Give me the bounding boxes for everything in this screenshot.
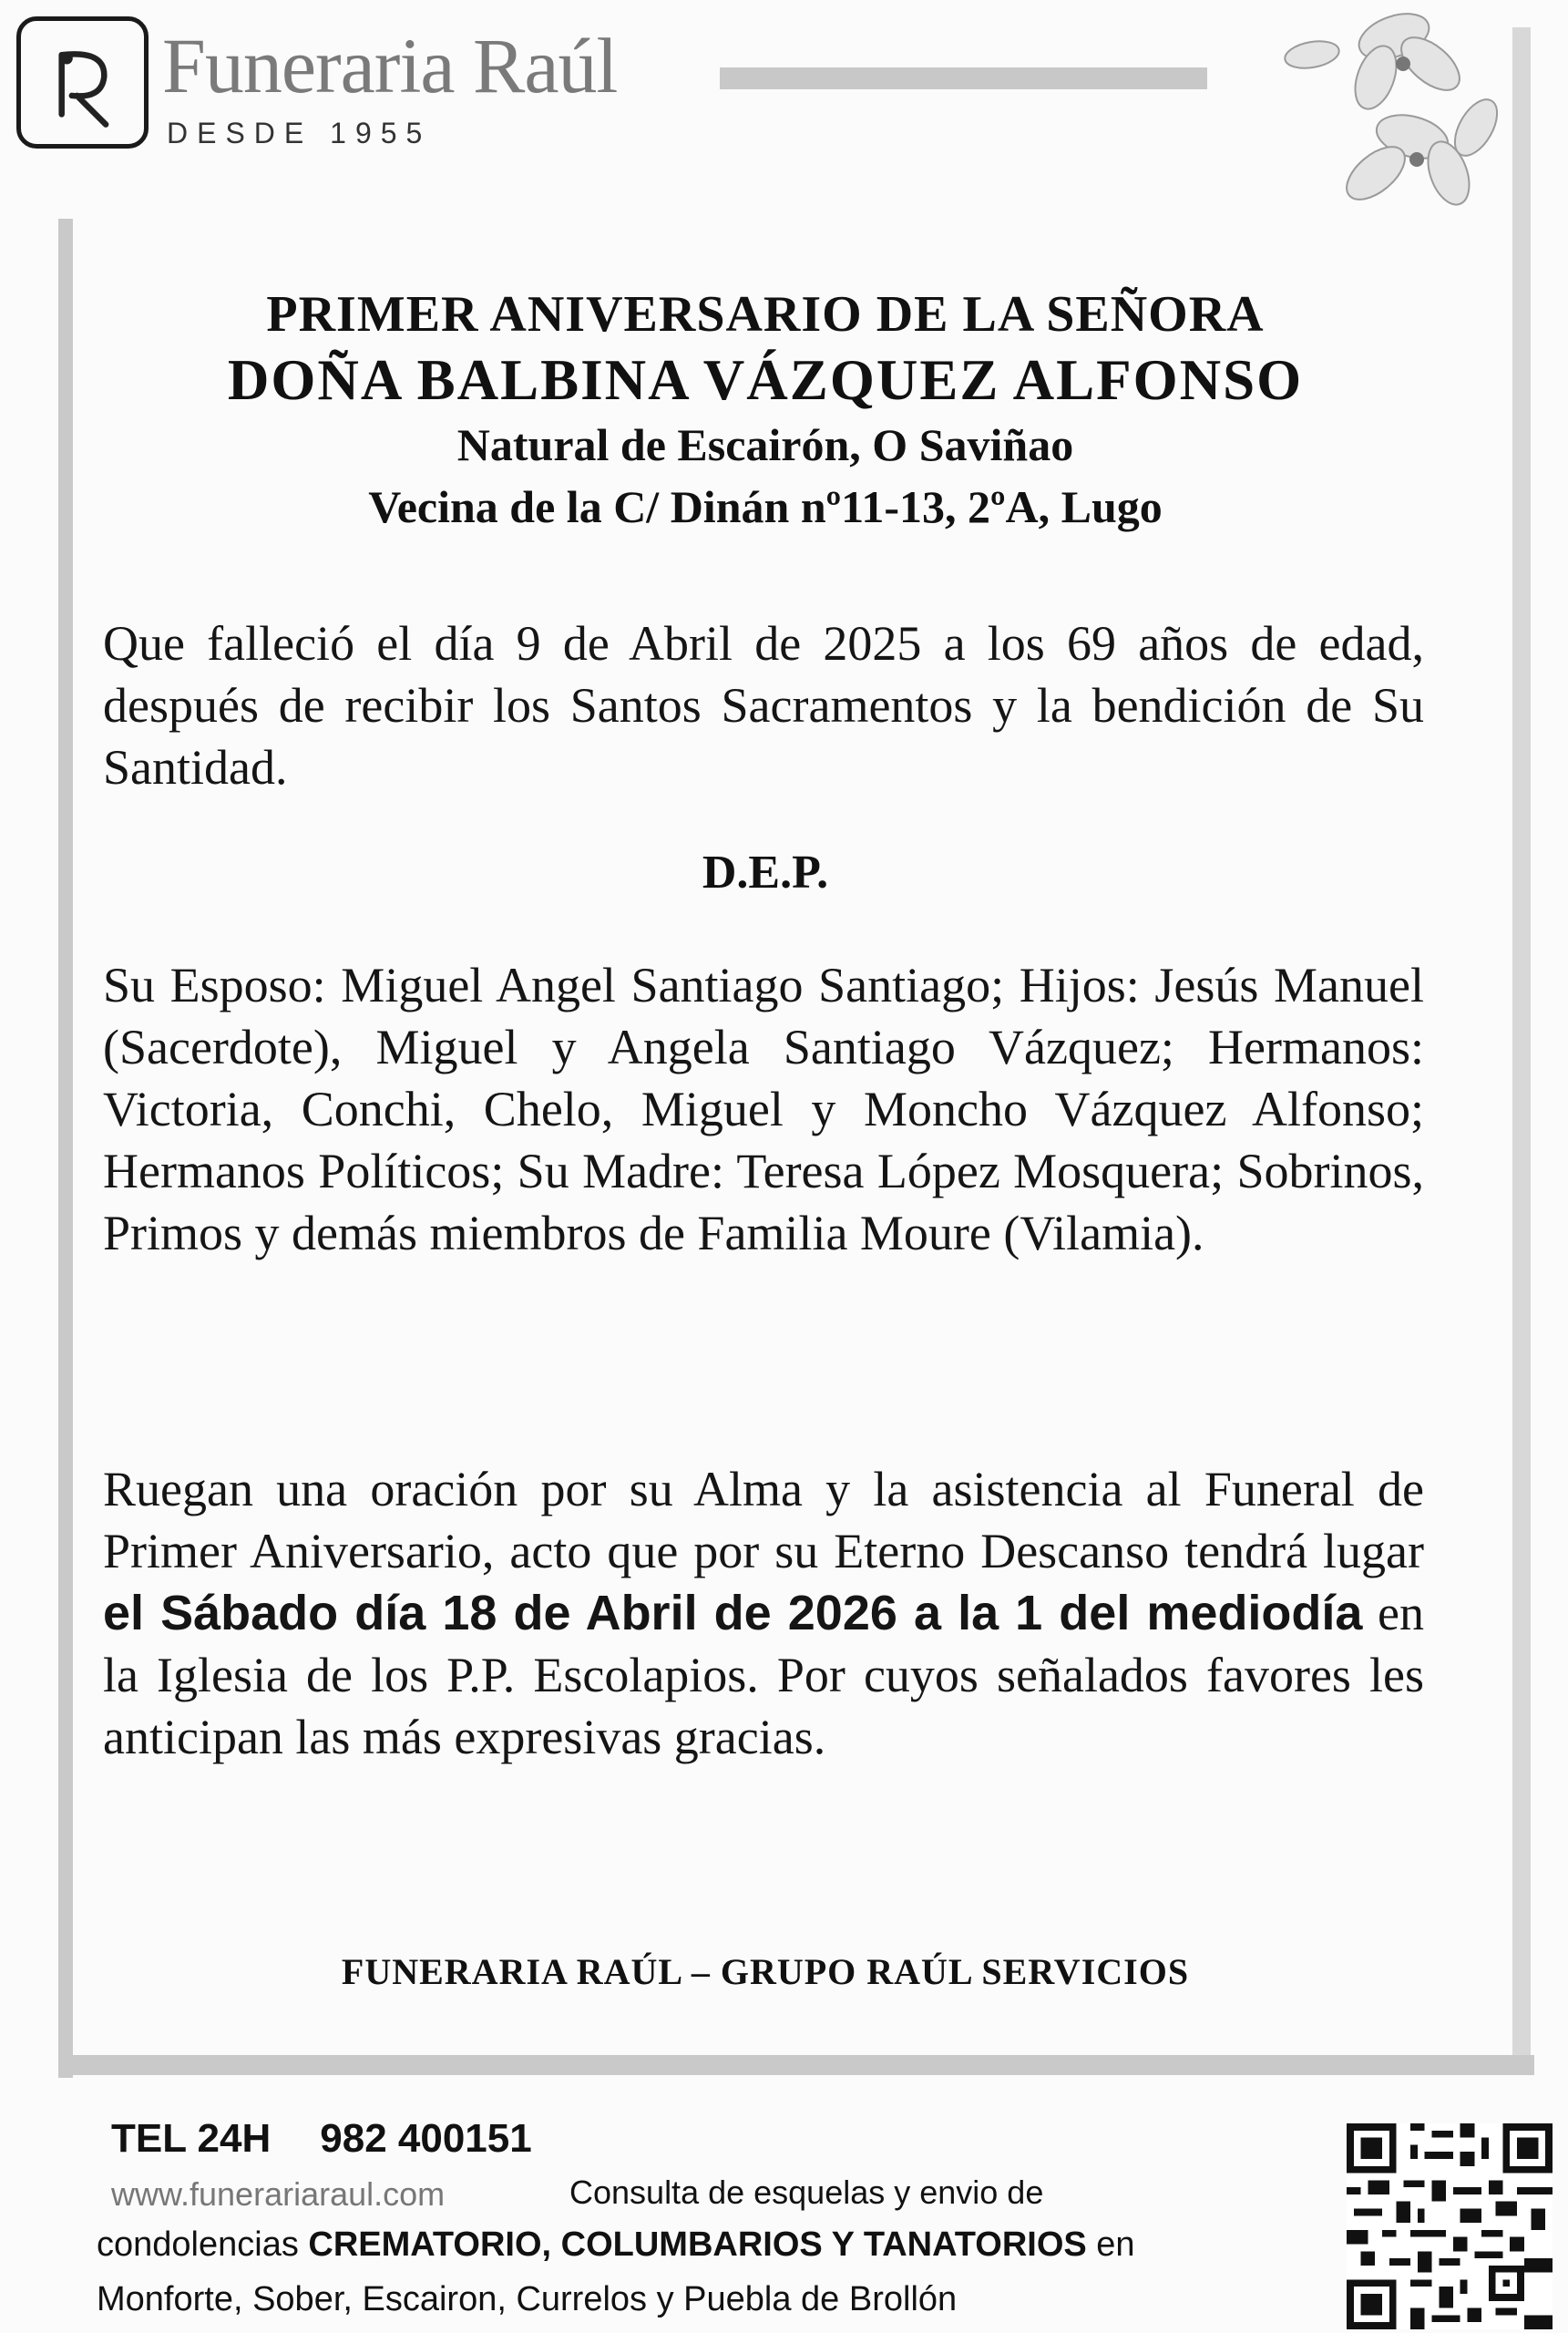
frame-right xyxy=(1512,27,1531,2073)
consult-text: Consulta de esquelas y envio de xyxy=(569,2174,1044,2211)
deceased-name: DOÑA BALBINA VÁZQUEZ ALFONSO xyxy=(227,348,1304,412)
family-paragraph: Su Esposo: Miguel Angel Santiago Santiago; Hijos: Jesús Manuel (Sacerdote), Miguel y Angela Santiago Vázquez; Hermanos: Victoria, Conchi, Chelo, Miguel y Moncho Vázquez Alfonso; Hermanos Políticos; Su Madre: Teresa López Mosquera; Sobrinos, Primos y demás miembros de Familia Moure (Vilamia). xyxy=(103,958,1424,1260)
signature: FUNERARIA RAÚL – GRUPO RAÚL SERVICIOS xyxy=(341,1951,1190,1992)
request-text-1: Ruegan una oración por su Alma y la asistencia al Funeral de Primer Aniversario, acto que por su Eterno Descanso tendrá lugar xyxy=(103,1462,1424,1578)
website-link[interactable]: www.funerariaraul.com xyxy=(111,2175,446,2213)
frame-left xyxy=(58,219,73,2078)
flower-decoration-icon xyxy=(1239,0,1512,228)
intro-paragraph: Que falleció el día 9 de Abril de 2025 a los 69 años de edad, después de recibir los Santos Sacramentos y la bendición de Su Santidad. xyxy=(103,616,1424,795)
logo-r-icon xyxy=(21,21,144,144)
tel-number: 982 400151 xyxy=(320,2116,532,2161)
title-line-1: PRIMER ANIVERSARIO DE LA SEÑORA xyxy=(266,286,1265,343)
phone-line xyxy=(111,2116,581,2162)
brand-since: DESDE 1955 xyxy=(167,117,432,149)
services-suffix: en xyxy=(1086,2225,1135,2264)
notice-heading xyxy=(82,283,1449,538)
address-line: Vecina de la C/ Dinán nº11-13, 2ºA, Lugo xyxy=(368,481,1163,532)
services-line xyxy=(97,2225,1135,2265)
tel-label: TEL 24H xyxy=(111,2116,272,2161)
locations-line: Monforte, Sober, Escairon, Currelos y Puebla de Brollón xyxy=(97,2280,958,2318)
services-prefix: condolencias xyxy=(97,2225,309,2264)
origin-line: Natural de Escairón, O Saviñao xyxy=(456,419,1074,470)
qr-code-icon[interactable] xyxy=(1347,2123,1553,2329)
request-text-2: en la Iglesia de los P.P. Escolapios. Por cuyos señalados favores les anticipan las más expresivas gracias. xyxy=(103,1586,1424,1764)
dep-line: D.E.P. xyxy=(702,847,829,899)
logo-mark xyxy=(16,16,149,149)
frame-bottom xyxy=(58,2055,1534,2075)
services-list: CREMATORIO, COLUMBARIOS Y TANATORIOS xyxy=(308,2225,1087,2264)
request-date-time: el Sábado día 18 de Abril de 2026 a la 1 del mediodía xyxy=(103,1586,1363,1640)
header-divider xyxy=(720,67,1207,89)
brand-name: Funeraria Raúl xyxy=(162,22,618,109)
request-paragraph xyxy=(103,1458,1424,1768)
